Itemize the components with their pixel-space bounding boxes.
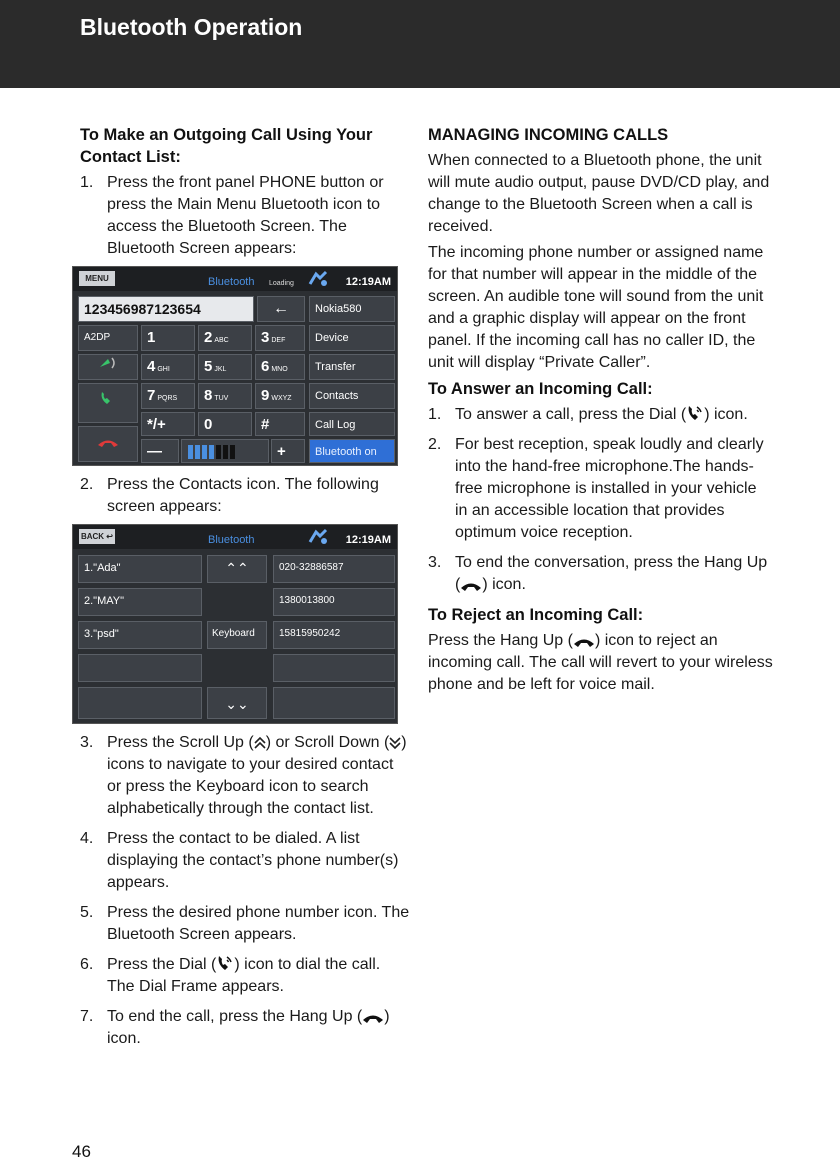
backspace-button: ←: [257, 296, 305, 322]
contact-item: 3."psd": [78, 621, 202, 649]
dial-icon: [686, 404, 704, 422]
reject-text-part: Press the Hang Up (: [428, 632, 573, 649]
answer-steps-list: [428, 404, 773, 596]
keyboard-button: Keyboard: [207, 621, 267, 649]
reject-paragraph: [428, 630, 773, 696]
audio-transfer-icon: [78, 354, 138, 380]
managing-paragraph-2: The incoming phone number or assigned name for that number will appear in the middle of the screen. An audible tone will sound from the unit and a graphic display will appear on the front panel. If the incoming call has no caller ID, the unit will display “Private Caller”.: [428, 244, 764, 371]
list-item: [80, 828, 410, 894]
key-4: 4 GHI: [141, 354, 195, 380]
key-star: */+: [141, 412, 195, 436]
page-number: 46: [72, 1142, 91, 1161]
step-number: 5.: [80, 904, 94, 921]
list-item: [80, 474, 410, 724]
key-6: 6 MNO: [255, 354, 305, 380]
dial-icon: [216, 954, 234, 972]
clock: 12:19AM: [345, 534, 391, 546]
header-bar: [0, 0, 840, 88]
back-button: BACK ↩: [79, 529, 115, 544]
phone-number-item: 1380013800: [273, 588, 395, 616]
step-number: 1.: [428, 406, 442, 423]
key-5: 5 JKL: [198, 354, 252, 380]
clock: 12:19AM: [345, 276, 391, 288]
key-8: 8 TUV: [198, 383, 252, 409]
page-title: Bluetooth Operation: [80, 14, 303, 40]
hang-up-button: [78, 426, 138, 462]
hang-up-icon: [362, 1012, 384, 1024]
key-2: 2 ABC: [198, 325, 252, 351]
list-item: [428, 434, 773, 544]
managing-paragraph-1: When connected to a Bluetooth phone, the unit will mute audio output, pause DVD/CD play, and change to the Bluetooth Screen when a call is received.: [428, 152, 770, 235]
list-item: [80, 954, 410, 998]
key-hash: #: [255, 412, 305, 436]
list-item: [428, 552, 773, 596]
scroll-down-button: ⌄⌄: [207, 687, 267, 719]
step-text: For best reception, speak loudly and clearly into the hand-free microphone.The hands-free microphone is installed in your vehicle in an accessible location that provides optimum voice reception.: [455, 436, 764, 541]
key-0: 0: [198, 412, 252, 436]
step-text: Press the front panel PHONE button or press the Main Menu Bluetooth icon to access the Bluetooth Screen. The Bluetooth Screen appears:: [107, 174, 384, 257]
step-text-part: To end the conversation, press the Hang Up (: [455, 554, 768, 593]
key-7: 7 PQRS: [141, 383, 195, 409]
key-1: 1: [141, 325, 195, 351]
list-item: [80, 732, 410, 820]
step-text: Press the Contacts icon. The following screen appears:: [107, 476, 379, 515]
contact-item: 2."MAY": [78, 588, 202, 616]
step-number: 3.: [80, 734, 94, 751]
volume-down-button: —: [141, 439, 179, 463]
number-display: 123456987123654: [78, 296, 254, 322]
step-text-part: ) icon to dial the call. The Dial Frame appears.: [107, 956, 381, 995]
key-3: 3 DEF: [255, 325, 305, 351]
step-number: 6.: [80, 956, 94, 973]
managing-incoming-heading: MANAGING INCOMING CALLS: [428, 126, 669, 144]
phone-number-item: [273, 687, 395, 719]
list-item: [80, 1006, 410, 1050]
screen-status-bar: [73, 267, 397, 291]
menu-button: MENU: [79, 271, 115, 286]
contact-item: [78, 687, 202, 719]
step-text-part: To answer a call, press the Dial (: [455, 406, 687, 423]
bluetooth-on-button: Bluetooth on: [309, 439, 395, 463]
volume-up-button: +: [271, 439, 305, 463]
right-column: [428, 124, 773, 696]
hang-up-icon: [460, 580, 482, 592]
phone-number-item: [273, 654, 395, 682]
contacts-button: Contacts: [309, 383, 395, 409]
step-text-part: ) icons to navigate to your desired contact or press the Keyboard icon to search alphabetically through the contact list.: [107, 734, 407, 817]
step-text-part: ) or Scroll Down (: [265, 734, 390, 751]
screen-title: Bluetooth: [208, 276, 255, 288]
device-button: Device: [309, 325, 395, 351]
step-text-part: Press the Dial (: [107, 956, 217, 973]
step-text-part: ) icon.: [704, 406, 748, 423]
list-item: [428, 404, 773, 426]
left-column: [80, 124, 410, 1058]
step-number: 7.: [80, 1008, 94, 1025]
loading-label: Loading: [269, 280, 294, 287]
hang-up-icon: [573, 636, 595, 648]
step-text-part: ) icon.: [482, 576, 526, 593]
outgoing-steps-list: [80, 172, 410, 1050]
screen-status-bar: [73, 525, 397, 549]
contact-item: 1."Ada": [78, 555, 202, 583]
device-name-button: Nokia580: [309, 296, 395, 322]
step-text-part: ) icon.: [107, 1008, 390, 1047]
outgoing-call-heading: To Make an Outgoing Call Using Your Contact List:: [80, 126, 373, 166]
call-log-button: Call Log: [309, 412, 395, 436]
contact-item: [78, 654, 202, 682]
volume-level-bar: [181, 439, 269, 463]
phone-number-item: 15815950242: [273, 621, 395, 649]
answer-call-heading: To Answer an Incoming Call:: [428, 380, 653, 398]
bluetooth-phone-icon: [307, 270, 329, 288]
step-number: 4.: [80, 830, 94, 847]
bluetooth-phone-icon: [307, 528, 329, 546]
scroll-down-icon: [389, 736, 401, 750]
step-number: 1.: [80, 174, 94, 191]
step-number: 2.: [428, 436, 442, 453]
key-9: 9 WXYZ: [255, 383, 305, 409]
reject-text-part: ) icon to reject an incoming call. The call will revert to your wireless phone and be left for voice mail.: [428, 632, 773, 693]
bluetooth-screen-image: [72, 266, 398, 466]
step-number: 2.: [80, 476, 94, 493]
contacts-screen-image: [72, 524, 398, 724]
step-number: 3.: [428, 554, 442, 571]
a2dp-button: A2DP: [78, 325, 138, 351]
scroll-up-icon: [254, 736, 266, 750]
step-text: Press the contact to be dialed. A list displaying the contact’s phone number(s) appears.: [107, 830, 399, 891]
phone-number-item: 020-32886587: [273, 555, 395, 583]
step-text: Press the desired phone number icon. The Bluetooth Screen appears.: [107, 904, 410, 943]
step-text-part: Press the Scroll Up (: [107, 734, 254, 751]
step-text-part: To end the call, press the Hang Up (: [107, 1008, 363, 1025]
screen-title: Bluetooth: [208, 534, 255, 546]
transfer-button: Transfer: [309, 354, 395, 380]
list-item: [80, 172, 410, 466]
list-item: [80, 902, 410, 946]
reject-call-heading: To Reject an Incoming Call:: [428, 606, 644, 624]
dial-button: [78, 383, 138, 423]
scroll-up-button: ⌃⌃: [207, 555, 267, 583]
